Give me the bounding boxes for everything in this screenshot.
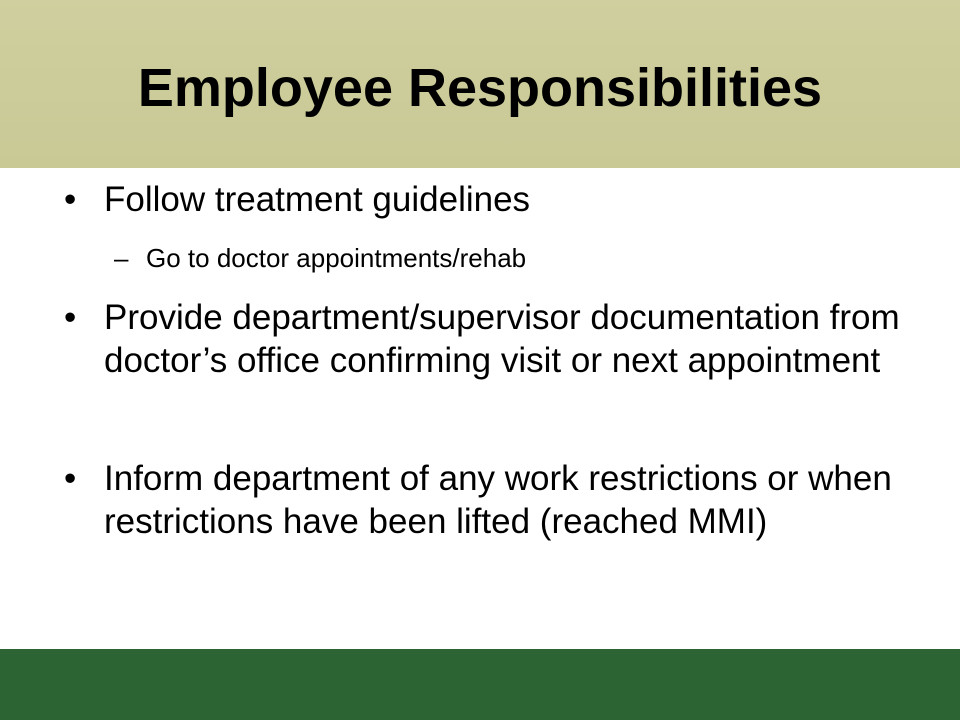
- bullet-marker: •: [64, 459, 77, 498]
- sub-bullet-marker: –: [114, 243, 129, 273]
- bullet-marker: •: [64, 180, 77, 219]
- sub-bullet-item: [114, 242, 894, 274]
- bullet-text: Provide department/supervisor documentation from doctor’s office confirming visit or next appointment: [104, 298, 900, 380]
- sub-bullet-text: Go to doctor appointments/rehab: [146, 243, 527, 273]
- bullet-text: Follow treatment guidelines: [104, 180, 531, 219]
- bullet-item: [64, 296, 914, 382]
- bullet-text: Inform department of any work restrictions or when restrictions have been lifted (reached MMI): [104, 459, 892, 541]
- slide-title: Employee Responsibilities: [137, 58, 823, 118]
- bullet-item: [64, 178, 914, 221]
- bullet-marker: •: [64, 298, 77, 337]
- bullet-item: [64, 457, 914, 543]
- footer-band: [0, 649, 960, 720]
